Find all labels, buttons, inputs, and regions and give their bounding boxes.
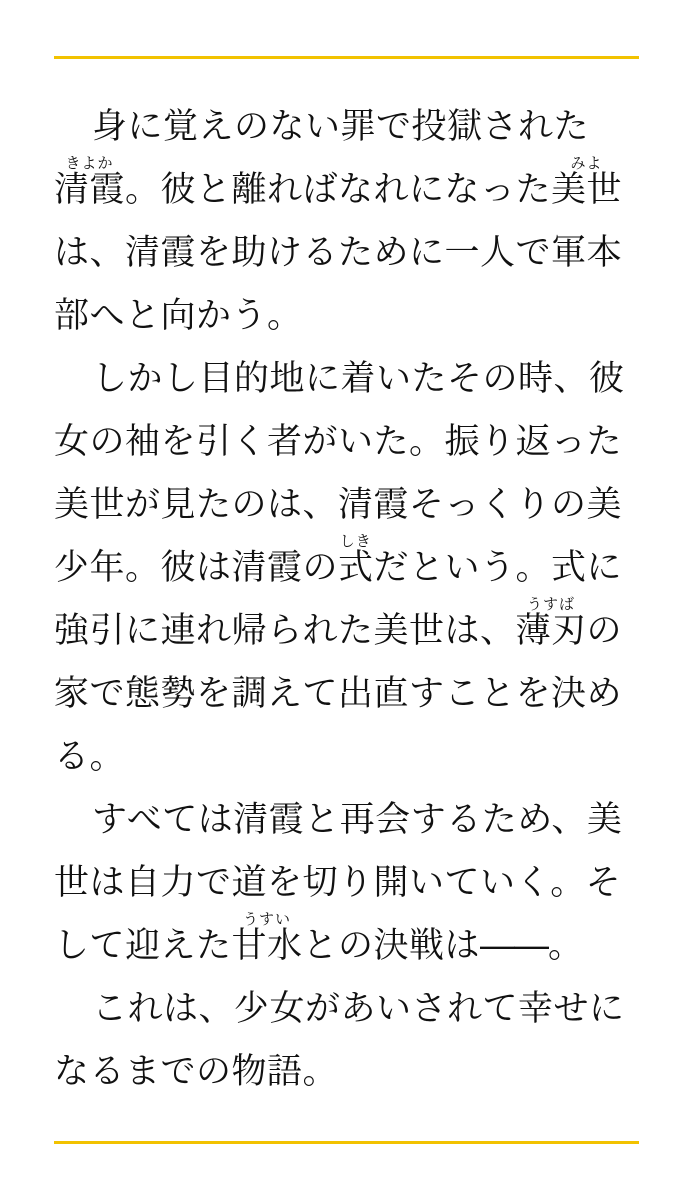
ruby-text: しき bbox=[338, 533, 374, 550]
text-run: 身に覚えのない罪で投獄された bbox=[92, 107, 590, 146]
ruby-text: うすい bbox=[231, 911, 303, 928]
paragraph-4 bbox=[54, 977, 639, 1103]
text-run: これは、少女があいされて幸せになるまでの物語。 bbox=[54, 989, 625, 1091]
ruby-text: みよ bbox=[551, 155, 623, 172]
paragraph-1 bbox=[54, 95, 639, 347]
ruby-shiki: 式しき bbox=[338, 533, 374, 587]
text-run: だという。式に強引に連れ帰られた美世は、 bbox=[54, 548, 623, 650]
text-run: しかし目的地に着いたその時、彼女の袖を引く者がいた。振り返った美世が見たのは、清霞そっくりの美少年。彼は清霞の bbox=[54, 359, 625, 587]
text-run: の家で態勢を調えて出直すことを決める。 bbox=[54, 611, 623, 776]
text-run: との決戦は bbox=[302, 926, 481, 965]
ruby-usuba: 薄刃うすば bbox=[515, 596, 587, 650]
ruby-miyo: 美世みよ bbox=[551, 155, 623, 209]
bottom-divider bbox=[54, 1141, 639, 1144]
paragraph-3 bbox=[54, 788, 639, 977]
paragraph-2 bbox=[54, 347, 639, 788]
text-run: 。 bbox=[548, 926, 584, 965]
ruby-text: きよか bbox=[54, 155, 126, 172]
text-run: すべては清霞と再会するため、美世は自力で道を切り開いていく。そして迎えた bbox=[54, 800, 623, 965]
em-dash: —— bbox=[480, 926, 549, 965]
ruby-text: うすば bbox=[515, 596, 587, 613]
text-run: 。彼と離ればなれになった bbox=[125, 170, 552, 209]
blurb-body bbox=[54, 59, 639, 1141]
ruby-kiyoka: 清霞きよか bbox=[54, 155, 126, 209]
text-run: は、清霞を助けるために一人で軍本部へと向かう。 bbox=[54, 233, 623, 335]
ruby-usui: 甘水うすい bbox=[231, 911, 303, 965]
